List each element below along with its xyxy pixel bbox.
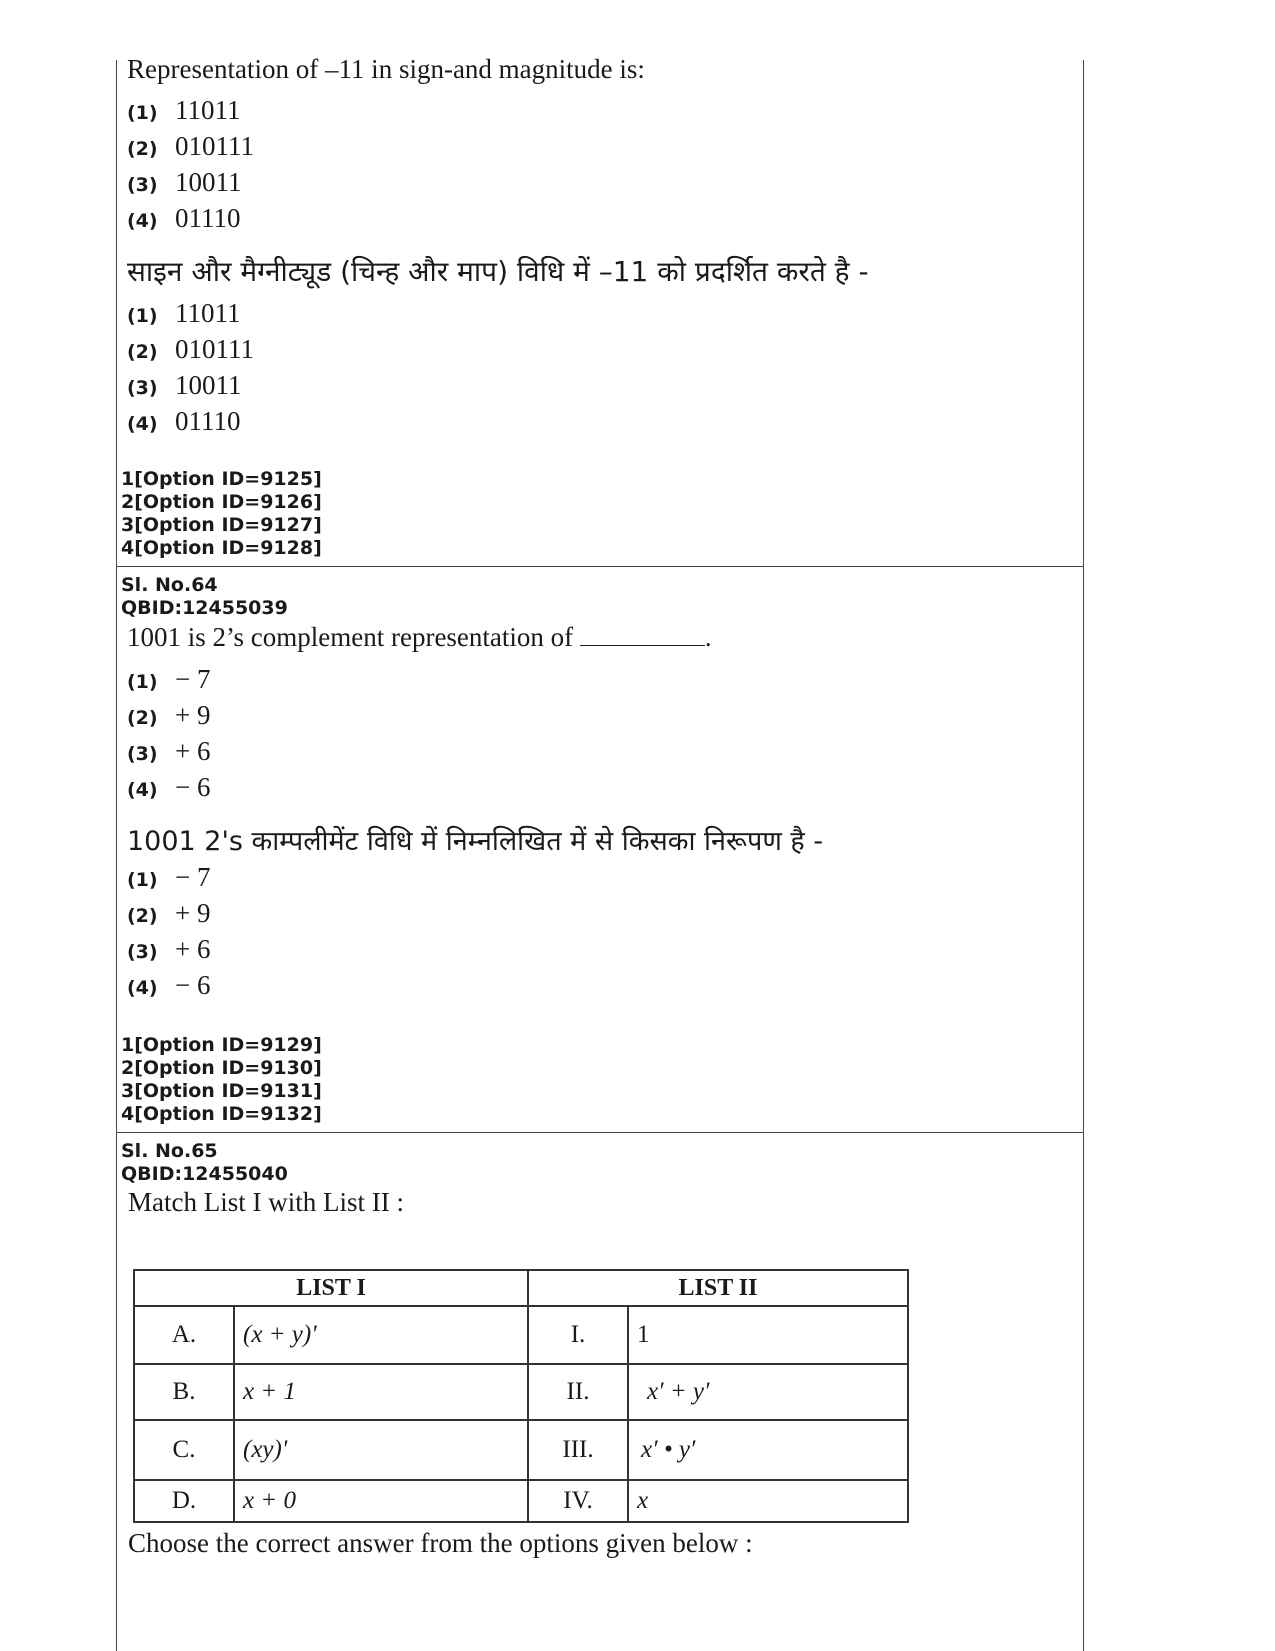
option-item: (4) 01110	[127, 406, 241, 436]
answer-blank	[580, 623, 705, 646]
serial-number: Sl. No.65	[121, 1140, 218, 1162]
option-item: (4) − 6	[127, 772, 211, 802]
option-item: (2) + 9	[127, 700, 211, 730]
option-id-list: 1[Option ID=9129] 2[Option ID=9130] 3[Option ID=9131] 4[Option ID=9132]	[121, 1034, 322, 1125]
table-row: C. (xy)' III. x′ • y′	[134, 1420, 908, 1480]
question-meta	[121, 574, 288, 620]
table-row: A. (x + y)' I. 1	[134, 1306, 908, 1364]
qbid: QBID:12455040	[121, 1163, 288, 1185]
question-meta	[121, 1140, 288, 1186]
option-item: (1) 11011	[127, 95, 241, 125]
table-header-row	[134, 1270, 908, 1306]
option-item: (3) + 6	[127, 934, 211, 964]
option-item: (3) + 6	[127, 736, 211, 766]
question-divider	[116, 566, 1084, 567]
table-row: B. x + 1 II. x′ + y′	[134, 1364, 908, 1420]
question-text-hi: साइन और मैग्नीट्यूड (चिन्ह और माप) विधि में –11 को प्रदर्शित करते है -	[127, 255, 869, 288]
question-divider	[116, 1132, 1084, 1133]
question-text-en: 1001 is 2’s complement representation of .	[127, 622, 712, 652]
option-item: (3) 10011	[127, 370, 242, 400]
instruction-text: Choose the correct answer from the options given below :	[128, 1528, 753, 1558]
serial-number: Sl. No.64	[121, 574, 218, 596]
option-item: (4) 01110	[127, 203, 241, 233]
option-item: (2) 010111	[127, 131, 254, 161]
option-item: (4) − 6	[127, 970, 211, 1000]
option-item: (1) 11011	[127, 298, 241, 328]
option-item: (1) − 7	[127, 862, 211, 892]
table-row: D. x + 0 IV. x	[134, 1480, 908, 1522]
option-id-list: 1[Option ID=9125] 2[Option ID=9126] 3[Option ID=9127] 4[Option ID=9128]	[121, 468, 322, 559]
question-text-en: Representation of –11 in sign-and magnitude is:	[127, 54, 645, 84]
question-text-en: Match List I with List II :	[128, 1187, 404, 1217]
match-table	[133, 1269, 909, 1523]
qbid: QBID:12455039	[121, 597, 288, 619]
option-item: (3) 10011	[127, 167, 242, 197]
question-text-hi: 1001 2's काम्पलीमेंट विधि में निम्नलिखित में से किसका निरूपण है -	[127, 826, 824, 857]
option-item: (2) + 9	[127, 898, 211, 928]
option-item: (1) − 7	[127, 664, 211, 694]
list2-header: LIST II	[528, 1270, 908, 1306]
option-item: (2) 010111	[127, 334, 254, 364]
list1-header: LIST I	[134, 1270, 528, 1306]
